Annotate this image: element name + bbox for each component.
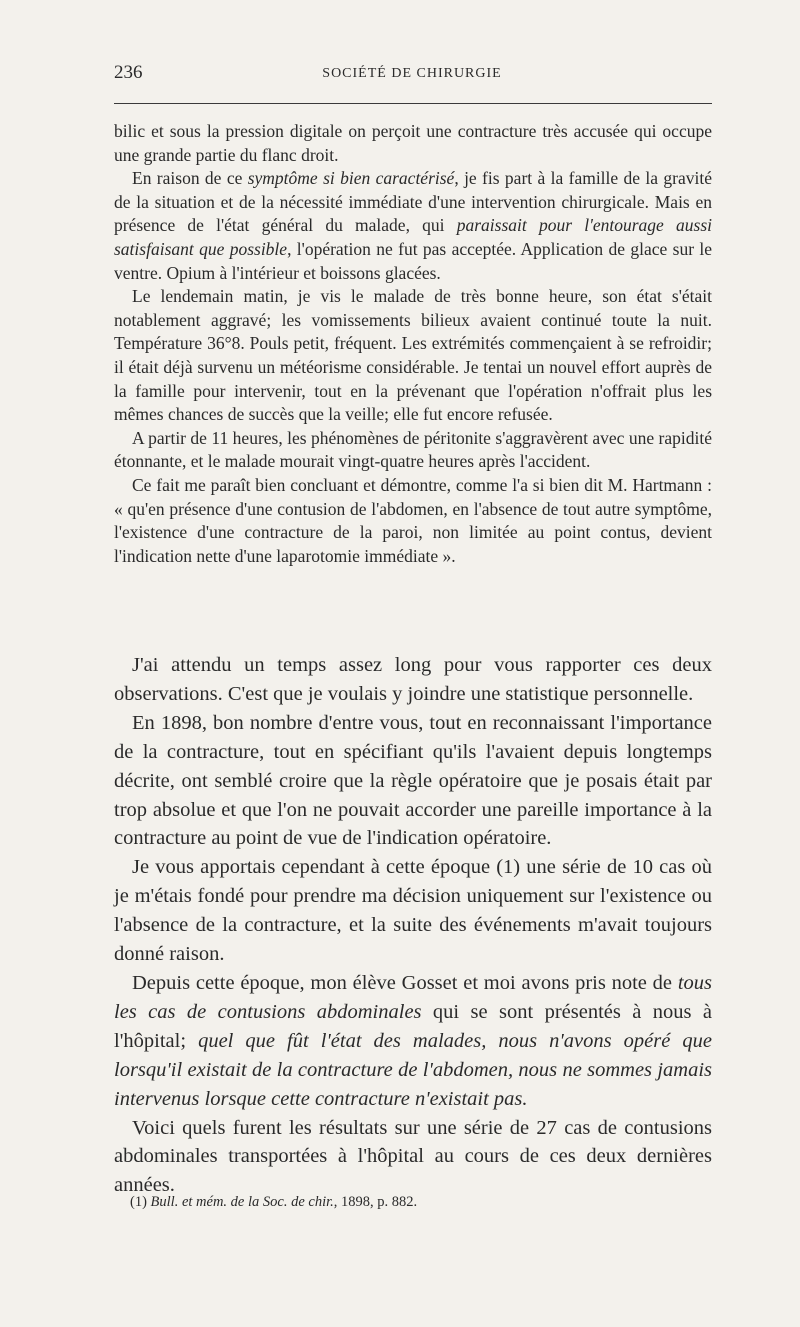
text-run: qui se sont présentés à nous à l'hôpital; (114, 1000, 712, 1052)
footnote-marker: (1) (130, 1194, 147, 1210)
paragraph (114, 474, 712, 568)
paragraph (114, 120, 712, 167)
italic-text: quel que fût l'état des malades, nous n'avons opéré que lorsqu'il existait de la contracture de l'abdomen, nous ne sommes jamais intervenus lorsque cette contracture n'existait pas. (114, 1029, 712, 1110)
text-run: Le lendemain matin, je vis le malade de très bonne heure, son état s'était notablement aggravé; les vomissements bilieux avaient continué toute la nuit. Température 36°8. Pouls petit, fréquent. Les extrémités commençaient à se refroidir; il était déjà survenu un météorisme considérable. Je tentai un nouvel effort auprès de la famille pour intervenir, tout en la prévenant que l'opération n'offrait plus les mêmes chances de succès que la veille; elle fut encore refusée. (114, 286, 712, 425)
italic-text: paraissait pour l'entourage aussi satisfaisant que possible (114, 215, 712, 259)
paragraph (114, 651, 712, 709)
italic-text: Bull. et mém. de la Soc. de chir. (150, 1194, 334, 1210)
page-number: 236 (114, 62, 143, 83)
page-header (112, 62, 712, 92)
text-run: , 1898, p. 882. (333, 1194, 418, 1210)
paragraph (114, 969, 712, 1114)
paragraph (114, 167, 712, 285)
paragraph (114, 709, 712, 854)
text-run: Depuis cette époque, mon élève Gosset et moi avons pris note de (132, 971, 678, 994)
running-title: SOCIÉTÉ DE CHIRURGIE (322, 66, 502, 81)
paragraph (114, 1114, 712, 1201)
paragraph (114, 853, 712, 969)
footnote-citation (151, 1194, 418, 1210)
italic-text: symptôme si bien caractérisé (247, 168, 455, 189)
main-text (114, 651, 712, 1200)
paragraph (114, 285, 712, 427)
text-run: Ce fait me paraît bien concluant et démontre, comme l'a si bien dit M. Hartmann : « qu'en présence d'une contusion de l'abdomen, en l'absence de tout autre symptôme, l'existence d'une contracture de la paroi, non limitée au point contus, devient l'indication nette d'une laparotomie immédiate ». (114, 474, 712, 566)
text-run: A partir de 11 heures, les phénomènes de péritonite s'aggravèrent avec une rapidité étonnante, et le malade mourait vingt-quatre heures après l'accident. (114, 427, 712, 472)
footnote (130, 1194, 710, 1211)
text-run: Voici quels furent les résultats sur une série de 27 cas de contusions abdominales transportées à l'hôpital au cours de ces deux dernières années. (114, 1116, 712, 1197)
text-run: , l'opération ne fut pas acceptée. Application de glace sur le ventre. Opium à l'intérieur et boissons glacées. (114, 238, 712, 283)
text-run: , je fis part à la famille de la gravité de la situation et de la nécessité immédiate d'une intervention chirurgicale. Mais en présence de l'état général du malade, qui (114, 168, 712, 236)
text-run: En raison de ce (132, 168, 248, 189)
header-rule (114, 103, 712, 104)
paragraph (114, 427, 712, 474)
italic-text: tous les cas de contusions abdominales (114, 971, 712, 1023)
text-run: Je vous apportais cependant à cette époque (1) une série de 10 cas où je m'étais fondé pour prendre ma décision uniquement sur l'existence ou l'absence de la contracture, et la suite des événements m'avait toujours donné raison. (114, 856, 712, 966)
text-run: En 1898, bon nombre d'entre vous, tout en reconnaissant l'importance de la contracture, tout en spécifiant qu'ils l'avaient depuis longtemps décrite, ont semblé croire que la règle opératoire que je posais était par trop absolue et que l'on ne pouvait accorder une pareille importance à la contracture au point de vue de l'indication opératoire. (114, 711, 712, 850)
text-run: J'ai attendu un temps assez long pour vous rapporter ces deux observations. C'est que je voulais y joindre une statistique personnelle. (114, 654, 712, 705)
case-report-text (114, 120, 712, 568)
text-run: bilic et sous la pression digitale on perçoit une contracture très accusée qui occupe une grande partie du flanc droit. (114, 121, 712, 165)
